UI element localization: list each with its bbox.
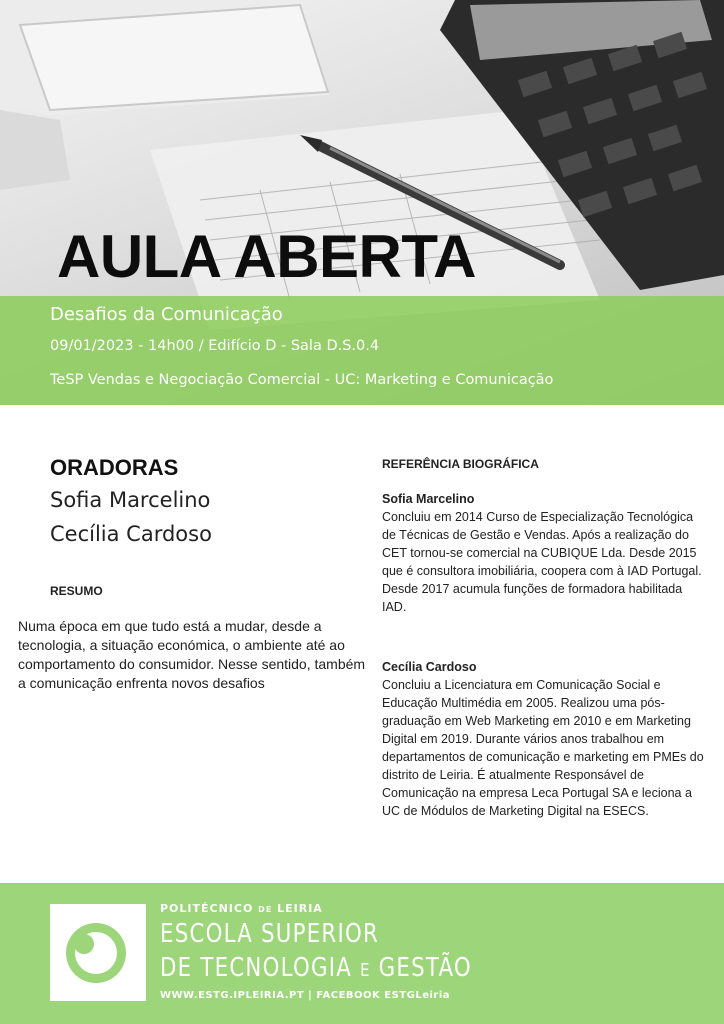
bio-entry-2 <box>382 660 707 820</box>
estg-logo-icon <box>50 904 146 1001</box>
bio-name-1: Sofia Marcelino <box>382 492 475 506</box>
school-line-2: DE TECNOLOGIA E GESTÃO <box>160 953 472 983</box>
event-course: TeSP Vendas e Negociação Comercial - UC: Marketing e Comunicação <box>50 372 554 388</box>
footer <box>0 883 724 1024</box>
bio-entry-1 <box>382 492 707 616</box>
bio-heading: REFERÊNCIA BIOGRÁFICA <box>382 457 539 471</box>
bio-text-2: Concluiu a Licenciatura em Comunicação Social e Educação Multimédia em 2005. Realizou uma pós-graduação em Web Marketing em 2010 e em Marketing Digital em 2019. Durante vários anos trabalhou em departamentos de comunicação e marketing em PMEs do distrito de Leiria. É atualmente Responsável de Comunicação na empresa Leca Portugal SA e leciona a UC de Módulos de Marketing Digital na ESECS. <box>382 678 704 818</box>
hero-section <box>0 0 724 405</box>
speaker-name-1: Sofia Marcelino <box>50 488 211 512</box>
event-subtitle: Desafios da Comunicação <box>50 304 283 325</box>
speaker-name-2: Cecília Cardoso <box>50 522 212 546</box>
polytechnic-name: POLITÉCNICO DE LEIRIA <box>160 902 323 915</box>
school-line-1: ESCOLA SUPERIOR <box>160 919 380 949</box>
event-date-location: 09/01/2023 - 14h00 / Edifício D - Sala D.S.0.4 <box>50 338 380 354</box>
speakers-heading: ORADORAS <box>50 455 179 480</box>
summary-heading: RESUMO <box>50 584 103 598</box>
bio-name-2: Cecília Cardoso <box>382 660 477 674</box>
footer-contacts: WWW.ESTG.IPLEIRIA.PT | FACEBOOK ESTGLeiria <box>160 990 451 1001</box>
event-banner <box>0 296 724 405</box>
page-title: AULA ABERTA <box>57 223 476 290</box>
bio-text-1: Concluiu em 2014 Curso de Especialização Tecnológica de Técnicas de Gestão e Vendas. Após a realização do CET tornou-se comercial na CUBIQUE Lda. Desde 2015 que é consultora imobiliária, coopera com à IAD Portugal. Desde 2017 acumula funções de formadora habilitada IAD. <box>382 510 702 614</box>
summary-text: Numa época em que tudo está a mudar, desde a tecnologia, a situação económica, o ambiente até ao comportamento do consumidor. Nesse sentido, também a comunicação enfrenta novos desafios <box>18 618 366 691</box>
